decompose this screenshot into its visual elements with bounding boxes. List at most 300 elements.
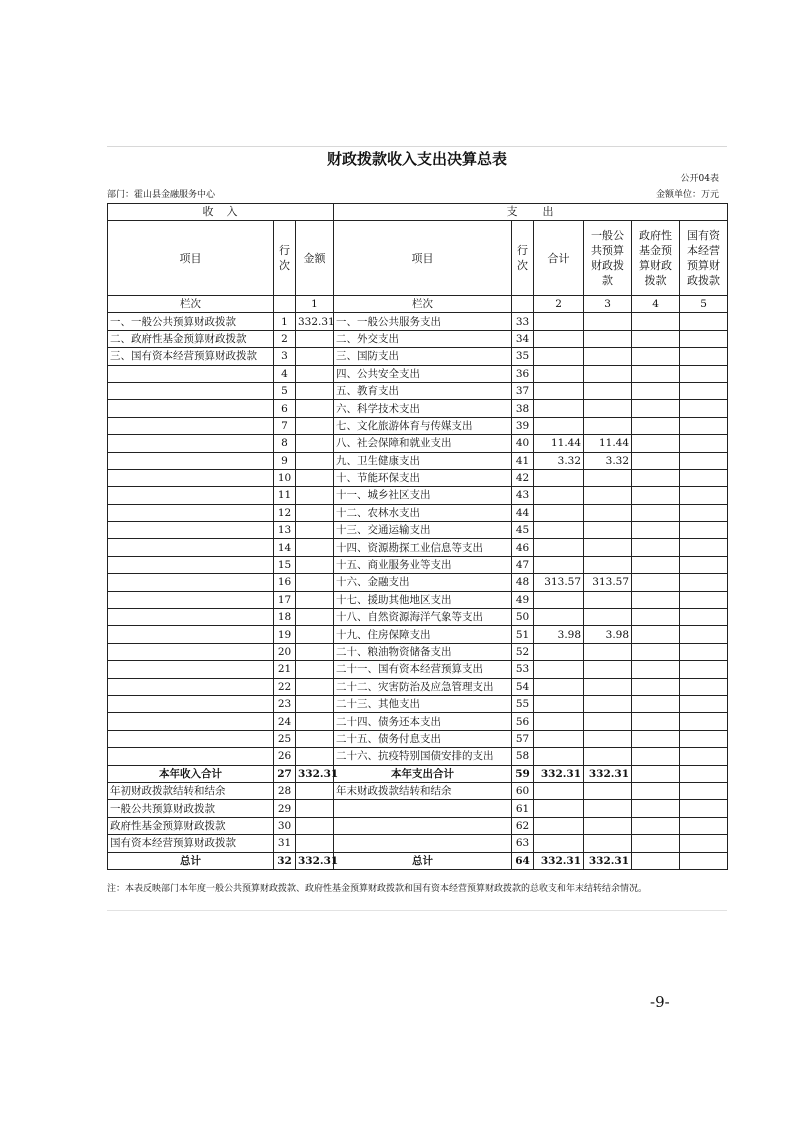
income-amount-cell — [296, 643, 334, 660]
income-amount-header: 金额 — [296, 221, 334, 296]
expense-rowno-cell: 42 — [512, 469, 534, 486]
expense-general-cell — [584, 400, 632, 417]
table-row — [108, 748, 728, 765]
expense-rowno-cell: 49 — [512, 591, 534, 608]
table-row — [108, 417, 728, 434]
expense-fund-cell — [632, 313, 680, 330]
expense-total-cell — [534, 313, 584, 330]
expense-state-cell — [680, 748, 728, 765]
expense-fund-cell — [632, 730, 680, 747]
expense-fund-cell — [632, 469, 680, 486]
table-row — [108, 400, 728, 417]
income-rowno-cell: 5 — [274, 382, 296, 399]
expense-total-cell — [534, 365, 584, 382]
income-rowno-cell: 25 — [274, 730, 296, 747]
income-rowno-header: 行次 — [274, 221, 296, 296]
expense-state-cell — [680, 609, 728, 626]
finance-table — [107, 203, 728, 870]
expense-header: 支 出 — [334, 204, 728, 221]
table-title: 财政拨款收入支出决算总表 — [107, 146, 727, 171]
grand-total-expense-label: 总计 — [334, 852, 512, 869]
expense-general-cell — [584, 417, 632, 434]
col-index-5: 5 — [680, 296, 728, 313]
page-number: -9- — [650, 993, 670, 1011]
balance-row — [108, 782, 728, 799]
expense-general-cell — [584, 522, 632, 539]
document-sheet — [107, 146, 727, 911]
end-state-rowno: 63 — [512, 835, 534, 852]
expense-fund-cell — [632, 522, 680, 539]
expense-item-cell: 四、公共安全支出 — [334, 365, 512, 382]
expense-general-cell — [584, 643, 632, 660]
income-rowno-cell: 24 — [274, 713, 296, 730]
income-rowno-cell: 20 — [274, 643, 296, 660]
income-item-cell — [108, 574, 274, 591]
expense-state-cell — [680, 643, 728, 660]
expense-rowno-cell: 48 — [512, 574, 534, 591]
income-item-cell — [108, 626, 274, 643]
income-item-cell — [108, 504, 274, 521]
end-balance-rowno: 60 — [512, 782, 534, 799]
year-expense-total: 332.31 — [534, 765, 584, 782]
income-item-cell — [108, 382, 274, 399]
expense-state-cell — [680, 330, 728, 347]
expense-general-cell — [584, 609, 632, 626]
expense-total-cell — [534, 748, 584, 765]
income-item-cell — [108, 748, 274, 765]
year-income-total-label: 本年收入合计 — [108, 765, 274, 782]
income-amount-cell — [296, 695, 334, 712]
expense-item-cell: 十五、商业服务业等支出 — [334, 556, 512, 573]
begin-fund-rowno: 30 — [274, 817, 296, 834]
department-line — [107, 187, 727, 203]
expense-item-cell: 二十六、抗疫特别国债安排的支出 — [334, 748, 512, 765]
expense-item-cell: 二十四、债务还本支出 — [334, 713, 512, 730]
expense-rowno-cell: 55 — [512, 695, 534, 712]
expense-fund-cell — [632, 678, 680, 695]
unit-label: 金额单位：万元 — [655, 190, 719, 200]
expense-general-cell — [584, 713, 632, 730]
expense-general-cell: 3.98 — [584, 626, 632, 643]
income-rowno-cell: 2 — [274, 330, 296, 347]
income-item-cell — [108, 435, 274, 452]
income-rowno-cell: 13 — [274, 522, 296, 539]
expense-fund-cell — [632, 643, 680, 660]
expense-total-cell — [534, 730, 584, 747]
table-code-line — [107, 171, 727, 187]
expense-total-cell: 313.57 — [534, 574, 584, 591]
expense-rowno-cell: 47 — [512, 556, 534, 573]
expense-item-cell: 十三、交通运输支出 — [334, 522, 512, 539]
end-general-rowno: 61 — [512, 800, 534, 817]
income-amount-cell — [296, 487, 334, 504]
expense-fund-cell — [632, 435, 680, 452]
expense-rowno-cell: 53 — [512, 661, 534, 678]
income-item-cell — [108, 678, 274, 695]
income-rowno-cell: 14 — [274, 539, 296, 556]
expense-rowno-cell: 50 — [512, 609, 534, 626]
table-note: 注：本表反映部门本年度一般公共预算财政拨款、政府性基金预算财政拨款和国有资本经营预算财政拨款的总收支和年末结转结余情况。 — [107, 870, 727, 911]
expense-rowno-cell: 36 — [512, 365, 534, 382]
section-header-row — [108, 204, 728, 221]
expense-general-cell — [584, 313, 632, 330]
income-item-cell — [108, 522, 274, 539]
expense-fund-cell — [632, 591, 680, 608]
income-amount-cell — [296, 522, 334, 539]
expense-state-cell — [680, 678, 728, 695]
table-row — [108, 556, 728, 573]
expense-fund-cell — [632, 713, 680, 730]
table-row — [108, 313, 728, 330]
income-rowno-cell: 18 — [274, 609, 296, 626]
expense-total-cell — [534, 522, 584, 539]
income-amount-cell — [296, 609, 334, 626]
expense-general-cell — [584, 348, 632, 365]
income-amount-cell — [296, 539, 334, 556]
expense-general-cell — [584, 487, 632, 504]
income-rowno-cell: 12 — [274, 504, 296, 521]
expense-state-cell — [680, 400, 728, 417]
begin-balance-label: 年初财政拨款结转和结余 — [108, 782, 274, 799]
expense-item-cell: 二、外交支出 — [334, 330, 512, 347]
expense-general-cell: 3.32 — [584, 452, 632, 469]
expense-general-cell — [584, 661, 632, 678]
table-row — [108, 643, 728, 660]
expense-state-cell — [680, 504, 728, 521]
year-expense-general: 332.31 — [584, 765, 632, 782]
expense-rowno-cell: 58 — [512, 748, 534, 765]
expense-total-cell: 11.44 — [534, 435, 584, 452]
income-item-cell: 三、国有资本经营预算财政拨款 — [108, 348, 274, 365]
income-rowno-cell: 17 — [274, 591, 296, 608]
grand-total-row — [108, 852, 728, 869]
table-row — [108, 730, 728, 747]
year-expense-rowno: 59 — [512, 765, 534, 782]
expense-total-cell — [534, 609, 584, 626]
income-item-cell — [108, 661, 274, 678]
balance-state-row — [108, 835, 728, 852]
income-item-cell: 一、一般公共预算财政拨款 — [108, 313, 274, 330]
table-row — [108, 713, 728, 730]
expense-total-cell — [534, 504, 584, 521]
income-rowno-cell: 6 — [274, 400, 296, 417]
expense-general-cell: 313.57 — [584, 574, 632, 591]
expense-rowno-cell: 35 — [512, 348, 534, 365]
income-item-cell — [108, 417, 274, 434]
year-total-row — [108, 765, 728, 782]
income-rowno-cell: 26 — [274, 748, 296, 765]
income-amount-cell — [296, 661, 334, 678]
table-row — [108, 365, 728, 382]
grand-total-expense-total: 332.31 — [534, 852, 584, 869]
expense-total-cell — [534, 695, 584, 712]
expense-total-cell — [534, 417, 584, 434]
balance-general-row — [108, 800, 728, 817]
expense-total-cell — [534, 661, 584, 678]
expense-state-cell — [680, 452, 728, 469]
income-col-label: 栏次 — [108, 296, 274, 313]
income-header: 收 入 — [108, 204, 334, 221]
expense-total-cell: 3.32 — [534, 452, 584, 469]
expense-total-cell — [534, 713, 584, 730]
expense-state-cell — [680, 556, 728, 573]
income-item-cell — [108, 730, 274, 747]
begin-general-label: 一般公共预算财政拨款 — [108, 800, 274, 817]
expense-fund-cell — [632, 556, 680, 573]
table-row — [108, 695, 728, 712]
expense-rowno-cell: 46 — [512, 539, 534, 556]
general-budget-header: 一般公共预算财政拨款 — [584, 221, 632, 296]
income-item-cell — [108, 609, 274, 626]
expense-rowno-cell: 34 — [512, 330, 534, 347]
expense-rowno-cell: 52 — [512, 643, 534, 660]
expense-state-cell — [680, 382, 728, 399]
income-rowno-cell: 16 — [274, 574, 296, 591]
expense-item-cell: 二十五、债务付息支出 — [334, 730, 512, 747]
grand-total-income-rowno: 32 — [274, 852, 296, 869]
expense-item-cell: 十七、援助其他地区支出 — [334, 591, 512, 608]
expense-item-cell: 十八、自然资源海洋气象等支出 — [334, 609, 512, 626]
income-amount-cell — [296, 504, 334, 521]
grand-total-income-amount: 332.31 — [296, 852, 334, 869]
income-item-cell — [108, 487, 274, 504]
expense-state-cell — [680, 695, 728, 712]
income-rowno-cell: 10 — [274, 469, 296, 486]
expense-state-cell — [680, 365, 728, 382]
table-row — [108, 626, 728, 643]
department-label: 部门：霍山县金融服务中心 — [107, 190, 216, 200]
grand-total-expense-rowno: 64 — [512, 852, 534, 869]
total-header: 合计 — [534, 221, 584, 296]
table-row — [108, 504, 728, 521]
income-item-cell — [108, 591, 274, 608]
col-index-4: 4 — [632, 296, 680, 313]
table-row — [108, 452, 728, 469]
income-amount-cell — [296, 626, 334, 643]
end-fund-rowno: 62 — [512, 817, 534, 834]
expense-general-cell — [584, 695, 632, 712]
begin-state-label: 国有资本经营预算财政拨款 — [108, 835, 274, 852]
expense-item-cell: 九、卫生健康支出 — [334, 452, 512, 469]
income-amount-cell — [296, 574, 334, 591]
table-row — [108, 348, 728, 365]
expense-rowno-cell: 41 — [512, 452, 534, 469]
expense-total-cell — [534, 678, 584, 695]
expense-item-cell: 三、国防支出 — [334, 348, 512, 365]
income-amount-cell — [296, 435, 334, 452]
begin-fund-label: 政府性基金预算财政拨款 — [108, 817, 274, 834]
income-item-cell — [108, 452, 274, 469]
income-amount-cell — [296, 400, 334, 417]
expense-item-cell: 十二、农林水支出 — [334, 504, 512, 521]
expense-item-cell: 二十一、国有资本经营预算支出 — [334, 661, 512, 678]
column-index-row — [108, 296, 728, 313]
expense-fund-cell — [632, 348, 680, 365]
state-capital-header: 国有资本经营预算财政拨款 — [680, 221, 728, 296]
table-row — [108, 330, 728, 347]
income-amount-cell — [296, 417, 334, 434]
income-rowno-cell: 3 — [274, 348, 296, 365]
income-rowno-cell: 21 — [274, 661, 296, 678]
expense-total-cell: 3.98 — [534, 626, 584, 643]
expense-fund-cell — [632, 417, 680, 434]
income-amount-cell — [296, 382, 334, 399]
expense-item-header: 项目 — [334, 221, 512, 296]
income-amount-cell — [296, 556, 334, 573]
year-expense-total-label: 本年支出合计 — [334, 765, 512, 782]
expense-rowno-cell: 43 — [512, 487, 534, 504]
income-amount-cell — [296, 452, 334, 469]
expense-general-cell: 11.44 — [584, 435, 632, 452]
expense-item-cell: 二十三、其他支出 — [334, 695, 512, 712]
col-index-2: 2 — [534, 296, 584, 313]
income-item-cell — [108, 469, 274, 486]
fund-budget-header: 政府性基金预算财政拨款 — [632, 221, 680, 296]
table-row — [108, 435, 728, 452]
income-item-cell — [108, 556, 274, 573]
expense-state-cell — [680, 574, 728, 591]
income-item-cell: 二、政府性基金预算财政拨款 — [108, 330, 274, 347]
income-item-header: 项目 — [108, 221, 274, 296]
col-index-1: 1 — [296, 296, 334, 313]
income-amount-cell — [296, 365, 334, 382]
expense-state-cell — [680, 313, 728, 330]
expense-rowno-cell: 44 — [512, 504, 534, 521]
income-rowno-cell: 11 — [274, 487, 296, 504]
expense-total-cell — [534, 330, 584, 347]
expense-state-cell — [680, 469, 728, 486]
table-code: 公开04表 — [680, 174, 719, 184]
expense-general-cell — [584, 469, 632, 486]
income-rowno-cell: 7 — [274, 417, 296, 434]
income-amount-cell — [296, 348, 334, 365]
income-item-cell — [108, 695, 274, 712]
expense-total-cell — [534, 487, 584, 504]
expense-total-cell — [534, 469, 584, 486]
expense-item-cell: 一、一般公共服务支出 — [334, 313, 512, 330]
expense-rowno-cell: 40 — [512, 435, 534, 452]
expense-total-cell — [534, 591, 584, 608]
income-rowno-cell: 23 — [274, 695, 296, 712]
expense-total-cell — [534, 556, 584, 573]
expense-state-cell — [680, 730, 728, 747]
income-item-cell — [108, 713, 274, 730]
income-amount-cell — [296, 330, 334, 347]
income-rowno-cell: 19 — [274, 626, 296, 643]
year-income-rowno: 27 — [274, 765, 296, 782]
income-amount-cell — [296, 469, 334, 486]
expense-total-cell — [534, 400, 584, 417]
expense-item-cell: 二十二、灾害防治及应急管理支出 — [334, 678, 512, 695]
expense-total-cell — [534, 643, 584, 660]
income-rowno-cell: 9 — [274, 452, 296, 469]
expense-item-cell: 八、社会保障和就业支出 — [334, 435, 512, 452]
expense-general-cell — [584, 556, 632, 573]
income-rowno-cell: 4 — [274, 365, 296, 382]
expense-total-cell — [534, 348, 584, 365]
expense-col-label: 栏次 — [334, 296, 512, 313]
expense-state-cell — [680, 348, 728, 365]
expense-state-cell — [680, 417, 728, 434]
expense-item-cell: 十、节能环保支出 — [334, 469, 512, 486]
table-row — [108, 591, 728, 608]
expense-general-cell — [584, 748, 632, 765]
table-row — [108, 522, 728, 539]
table-row — [108, 574, 728, 591]
end-balance-label: 年末财政拨款结转和结余 — [334, 782, 512, 799]
expense-fund-cell — [632, 539, 680, 556]
expense-rowno-cell: 57 — [512, 730, 534, 747]
expense-state-cell — [680, 591, 728, 608]
expense-fund-cell — [632, 626, 680, 643]
expense-state-cell — [680, 435, 728, 452]
expense-fund-cell — [632, 452, 680, 469]
income-item-cell — [108, 400, 274, 417]
expense-fund-cell — [632, 661, 680, 678]
expense-rowno-cell: 33 — [512, 313, 534, 330]
income-amount-cell — [296, 748, 334, 765]
expense-fund-cell — [632, 382, 680, 399]
expense-general-cell — [584, 539, 632, 556]
income-item-cell — [108, 539, 274, 556]
expense-fund-cell — [632, 365, 680, 382]
expense-rowno-cell: 51 — [512, 626, 534, 643]
expense-item-cell: 七、文化旅游体育与传媒支出 — [334, 417, 512, 434]
expense-item-cell: 十六、金融支出 — [334, 574, 512, 591]
expense-fund-cell — [632, 487, 680, 504]
expense-fund-cell — [632, 400, 680, 417]
expense-rowno-cell: 54 — [512, 678, 534, 695]
expense-fund-cell — [632, 695, 680, 712]
grand-total-expense-general: 332.31 — [584, 852, 632, 869]
income-amount-cell — [296, 730, 334, 747]
income-rowno-cell: 1 — [274, 313, 296, 330]
expense-item-cell: 二十、粮油物资储备支出 — [334, 643, 512, 660]
expense-general-cell — [584, 504, 632, 521]
expense-general-cell — [584, 382, 632, 399]
begin-state-rowno: 31 — [274, 835, 296, 852]
year-income-amount: 332.31 — [296, 765, 334, 782]
begin-balance-rowno: 28 — [274, 782, 296, 799]
expense-general-cell — [584, 330, 632, 347]
expense-fund-cell — [632, 330, 680, 347]
table-row — [108, 678, 728, 695]
income-item-cell — [108, 365, 274, 382]
expense-fund-cell — [632, 609, 680, 626]
grand-total-income-label: 总计 — [108, 852, 274, 869]
expense-total-cell — [534, 539, 584, 556]
income-amount-cell — [296, 678, 334, 695]
expense-fund-cell — [632, 504, 680, 521]
expense-state-cell — [680, 626, 728, 643]
expense-state-cell — [680, 713, 728, 730]
expense-state-cell — [680, 487, 728, 504]
expense-fund-cell — [632, 748, 680, 765]
income-rowno-cell: 22 — [274, 678, 296, 695]
expense-general-cell — [584, 591, 632, 608]
table-row — [108, 469, 728, 486]
income-rowno-cell: 8 — [274, 435, 296, 452]
expense-general-cell — [584, 730, 632, 747]
table-row — [108, 609, 728, 626]
expense-rowno-cell: 39 — [512, 417, 534, 434]
income-amount-cell: 332.31 — [296, 313, 334, 330]
expense-item-cell: 十九、住房保障支出 — [334, 626, 512, 643]
table-row — [108, 487, 728, 504]
expense-item-cell: 十四、资源勘探工业信息等支出 — [334, 539, 512, 556]
income-rowno-cell: 15 — [274, 556, 296, 573]
expense-general-cell — [584, 365, 632, 382]
